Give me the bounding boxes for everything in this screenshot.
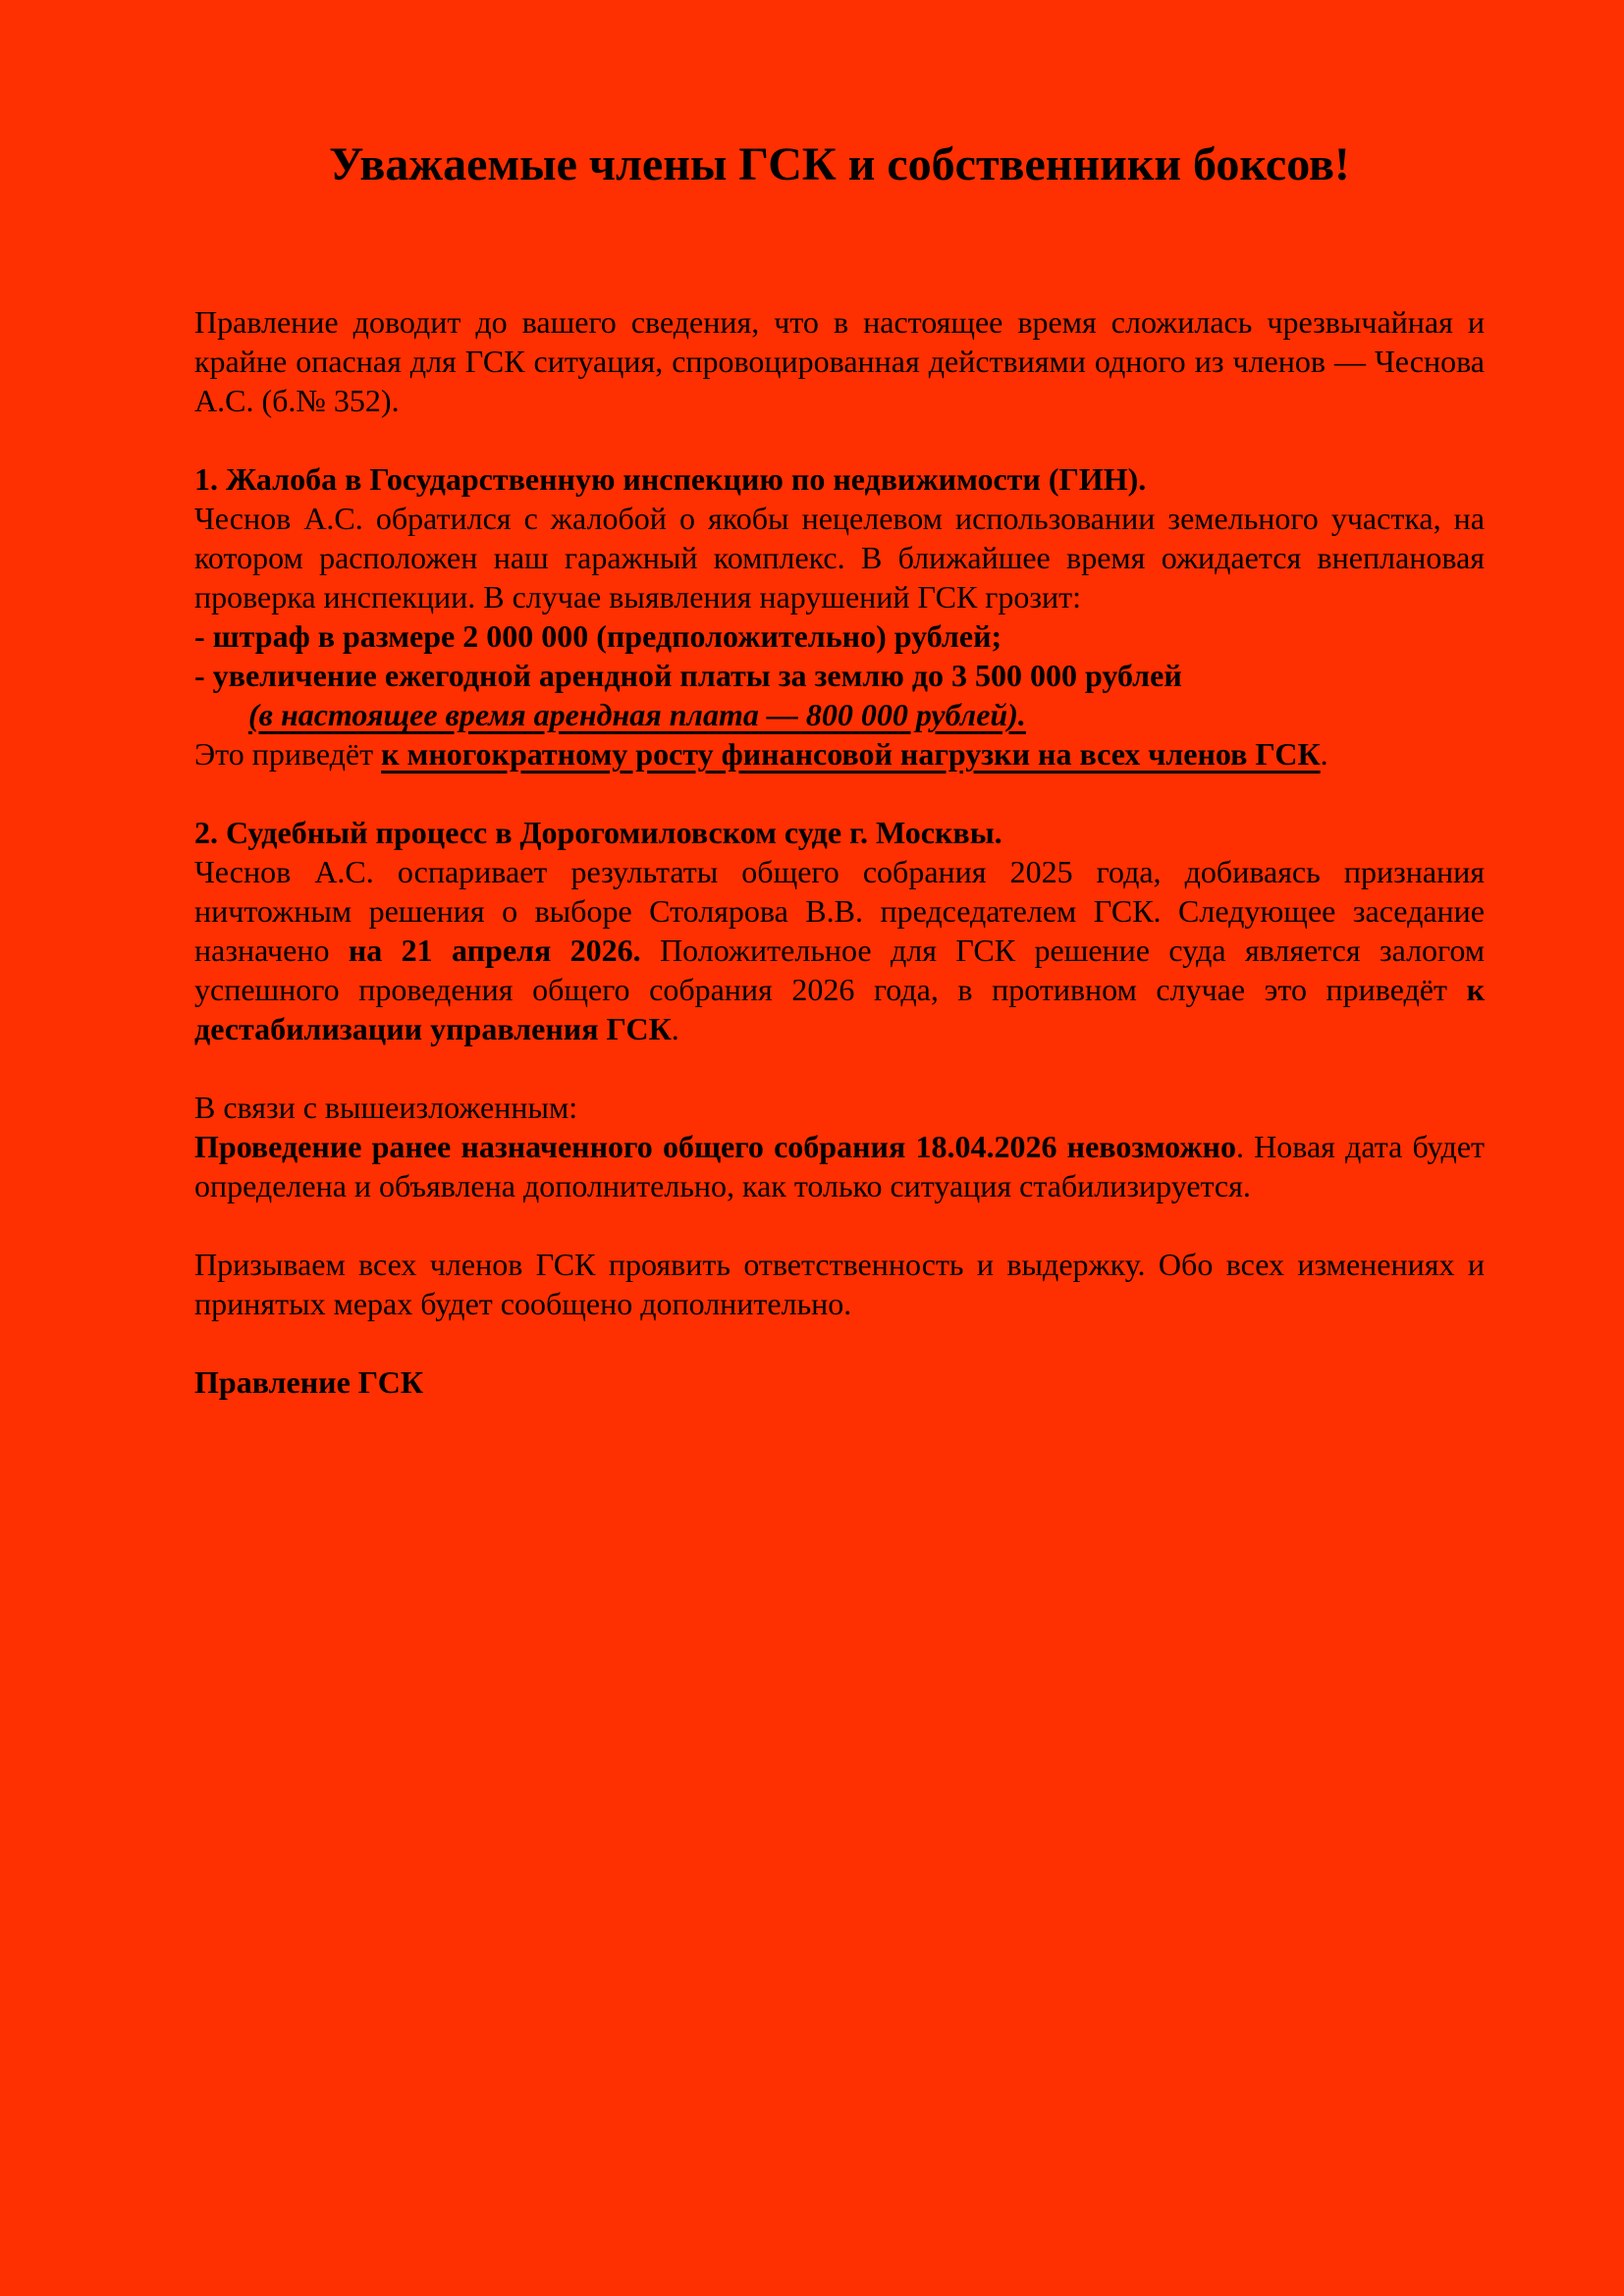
conclusion-emphasis: к многократному росту финансовой нагрузки на всех членов ГСК (381, 736, 1321, 772)
section-1-bullet-rent: - увеличение ежегодной арендной платы за землю до 3 500 000 рублей (194, 658, 1182, 693)
section-2-body-part1: Чеснов А.С. оспаривает результаты общего собрания 2025 года, добиваясь признания ничтожным решения о выборе Столярова В.В. председателем ГСК. Следующее заседание назначено (194, 854, 1485, 968)
appeal-paragraph: Призываем всех членов ГСК проявить ответственность и выдержку. Обо всех изменениях и принятых мерах будет сообщено дополнительно. (194, 1247, 1485, 1321)
section-2 (194, 813, 1485, 1048)
section-1-body: Чеснов А.С. обратился с жалобой о якобы нецелевом использовании земельного участка, на котором расположен наш гаражный комплекс. В ближайшее время ожидается внеплановая проверка инспекции. В случае выявления нарушений ГСК грозит: (194, 501, 1485, 614)
meeting-cancellation-emphasis: Проведение ранее назначенного общего собрания 18.04.2026 невозможно (194, 1129, 1236, 1164)
summary-lead-in: В связи с вышеизложенным: (194, 1090, 578, 1125)
summary-section (194, 1088, 1485, 1205)
destabilization-emphasis: к дестабилизации управления ГСК (194, 972, 1485, 1046)
current-rent-note: (в настоящее время арендная плата — 800 000 рублей). (248, 697, 1026, 732)
section-2-body-suffix: . (671, 1011, 679, 1046)
conclusion-suffix: . (1320, 736, 1328, 772)
section-1-conclusion (194, 734, 1485, 774)
section-2-body-part2: Положительное для ГСК решение суда является залогом успешного проведения общего собрания 2026 года, в противном случае это приведёт (194, 933, 1486, 1007)
conclusion-prefix: Это приведёт (194, 736, 382, 772)
section-2-body (194, 852, 1485, 1048)
meeting-cancellation-suffix: . (1235, 1129, 1255, 1164)
court-date-emphasis: на 21 апреля 2026. (348, 933, 641, 968)
section-1 (194, 459, 1485, 774)
intro-paragraph: Правление доводит до вашего сведения, что в настоящее время сложилась чрезвычайная и крайне опасная для ГСК ситуация, спровоцированная действиями одного из членов — Чеснова А.С. (б.№ 352). (194, 304, 1485, 418)
new-date-info: Новая дата будет определена и объявлена дополнительно, как только ситуация стабилизируется. (194, 1129, 1485, 1203)
section-1-bullet-fine: - штраф в размере 2 000 000 (предположительно) рублей; (194, 618, 1002, 654)
signature: Правление ГСК (194, 1364, 424, 1400)
summary-body (194, 1127, 1485, 1205)
section-1-heading: 1. Жалоба в Государственную инспекцию по недвижимости (ГИН). (194, 461, 1147, 497)
section-1-note-line (248, 695, 1485, 734)
page-title: Уважаемые члены ГСК и собственники боксов! (329, 138, 1350, 190)
section-2-heading: 2. Судебный процесс в Дорогомиловском суде г. Москвы. (194, 815, 1002, 850)
